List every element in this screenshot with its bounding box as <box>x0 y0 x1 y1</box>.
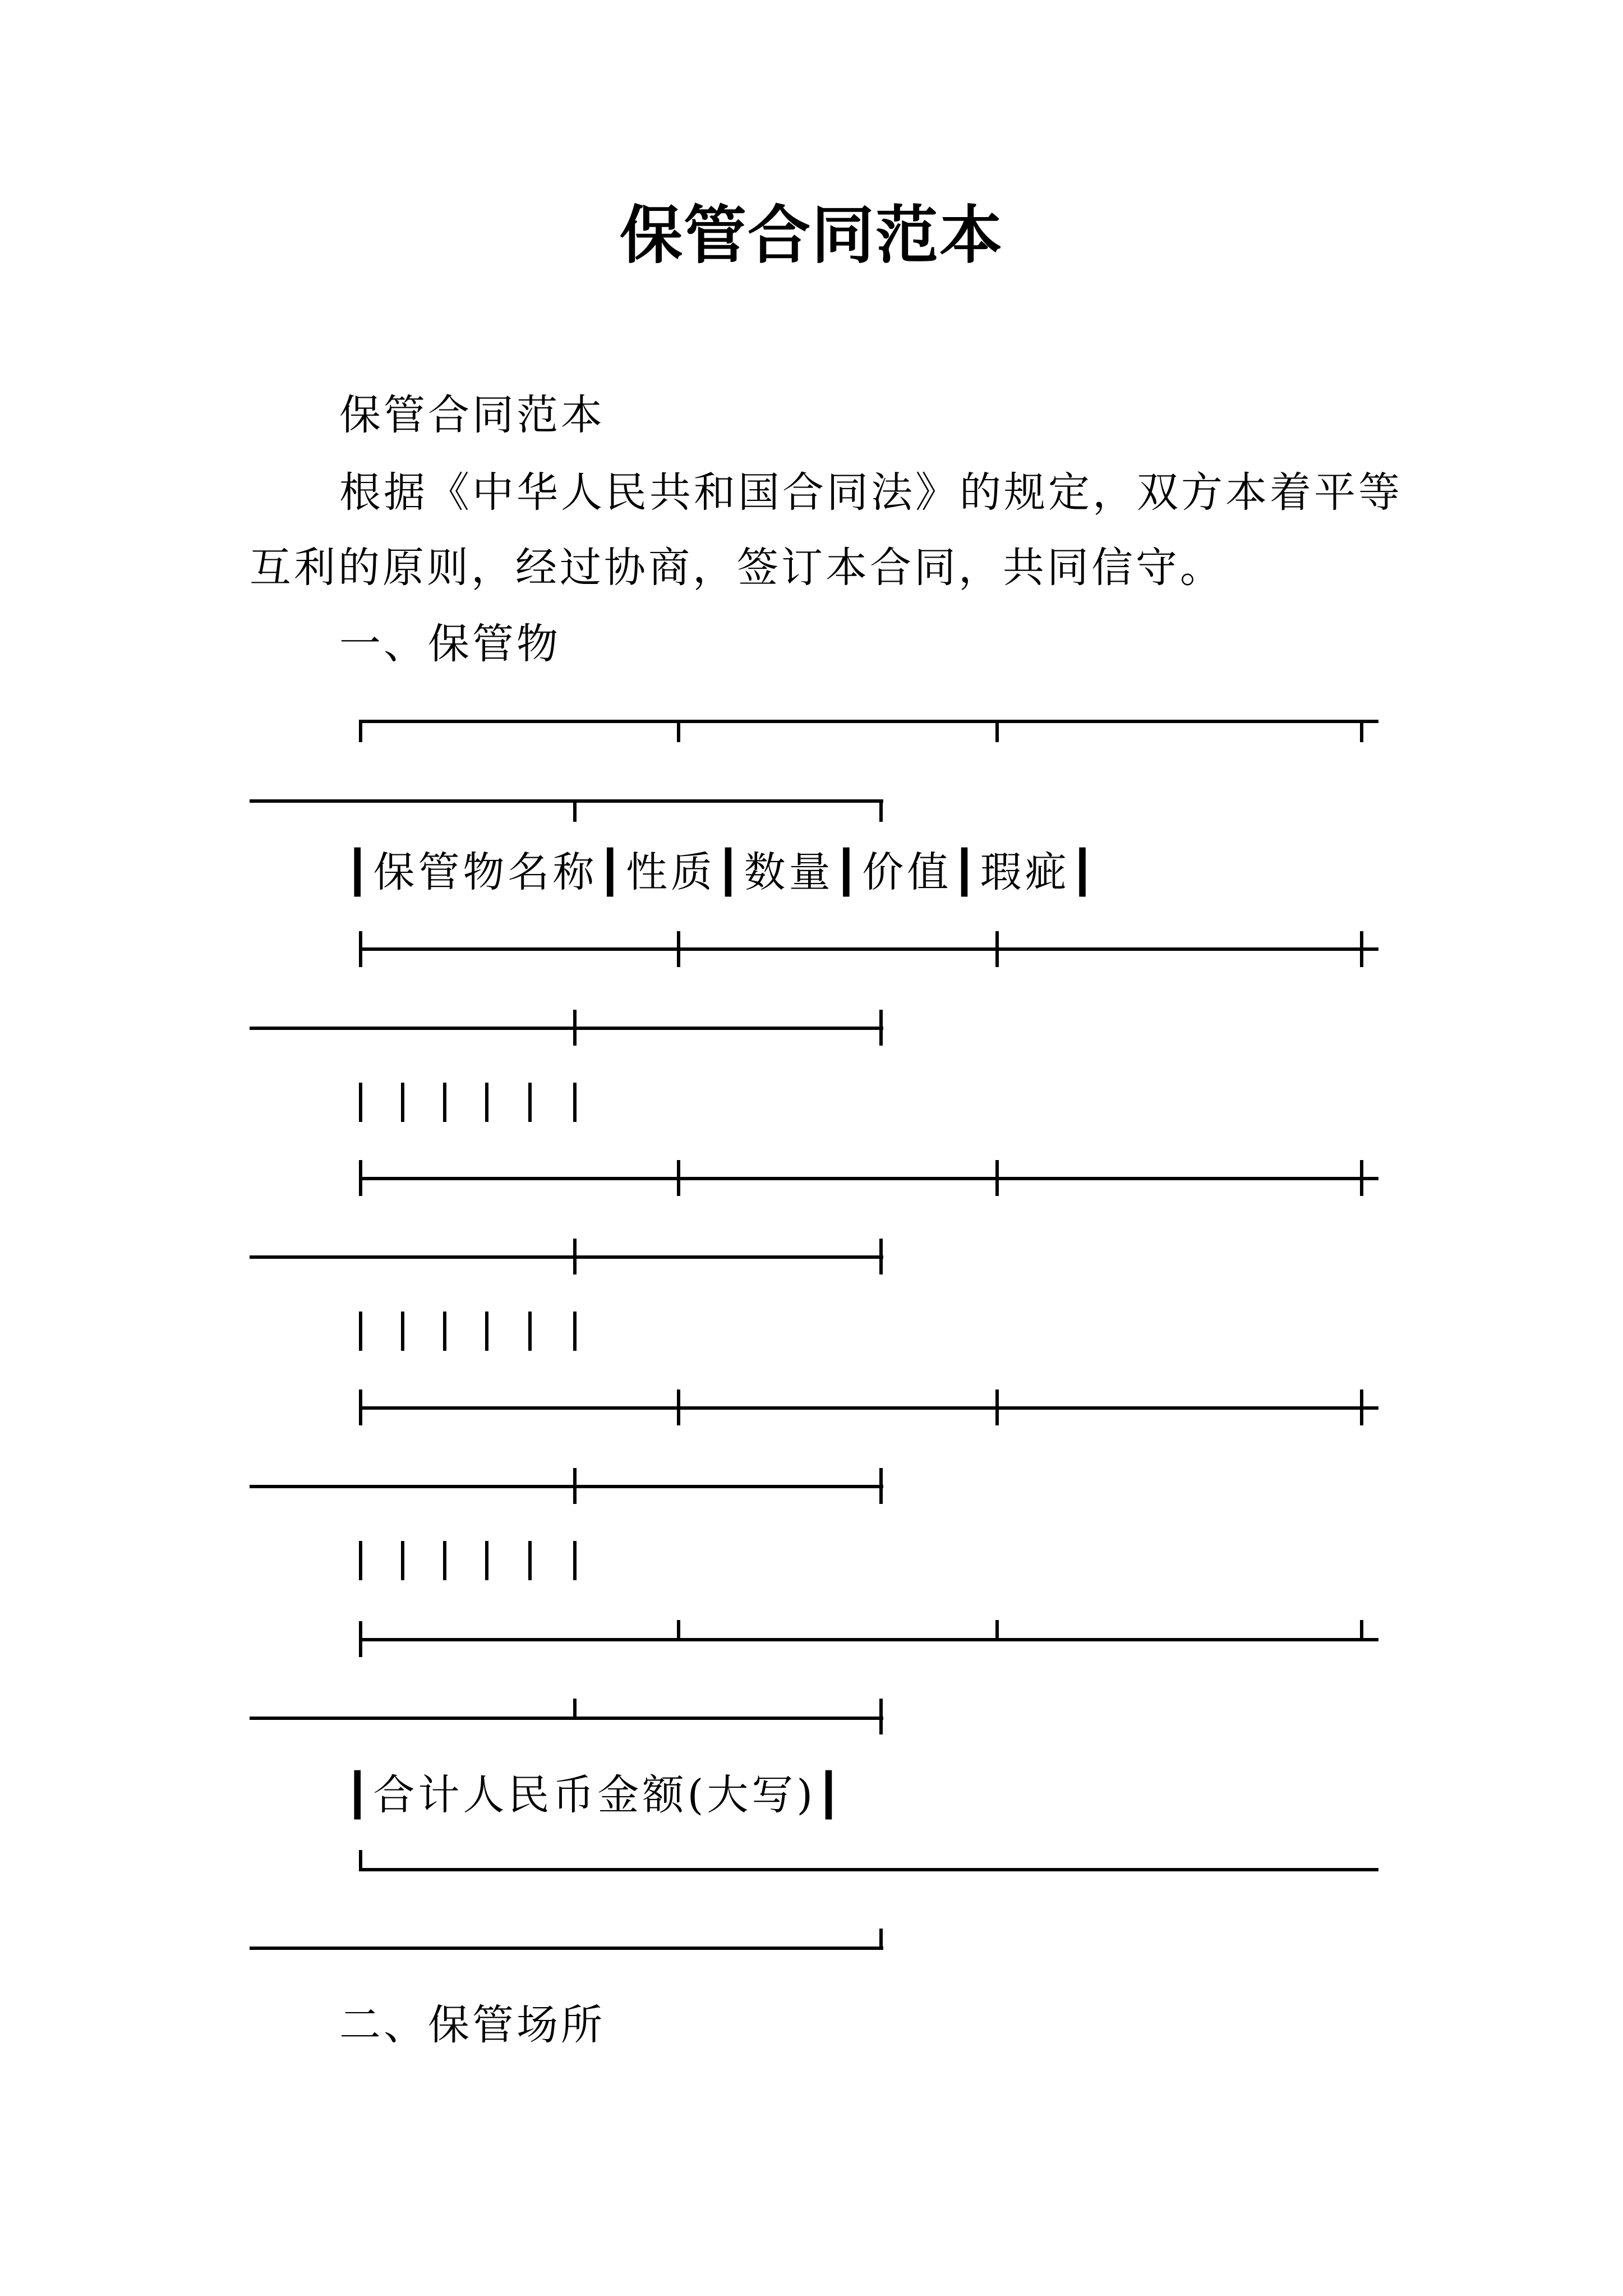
section-heading-storage-items: 一、保管物 <box>339 620 561 668</box>
intro-paragraph-line-2: 互利的原则，经过协商，签订本合同，共同信守。 <box>250 544 1224 592</box>
section-heading-storage-location: 二、保管场所 <box>339 2001 605 2049</box>
page-title: 保管合同范本 <box>620 199 1003 272</box>
document-subtitle: 保管合同范本 <box>339 391 605 439</box>
table-total-row: ┃合计人民币金额(大写)┃ <box>345 1771 845 1819</box>
table-header-row: ┃保管物名称┃性质┃数量┃价值┃瑕疵┃ <box>345 848 1099 896</box>
intro-paragraph-line-1: 根据《中华人民共和国合同法》的规定，双方本着平等 <box>339 468 1403 517</box>
